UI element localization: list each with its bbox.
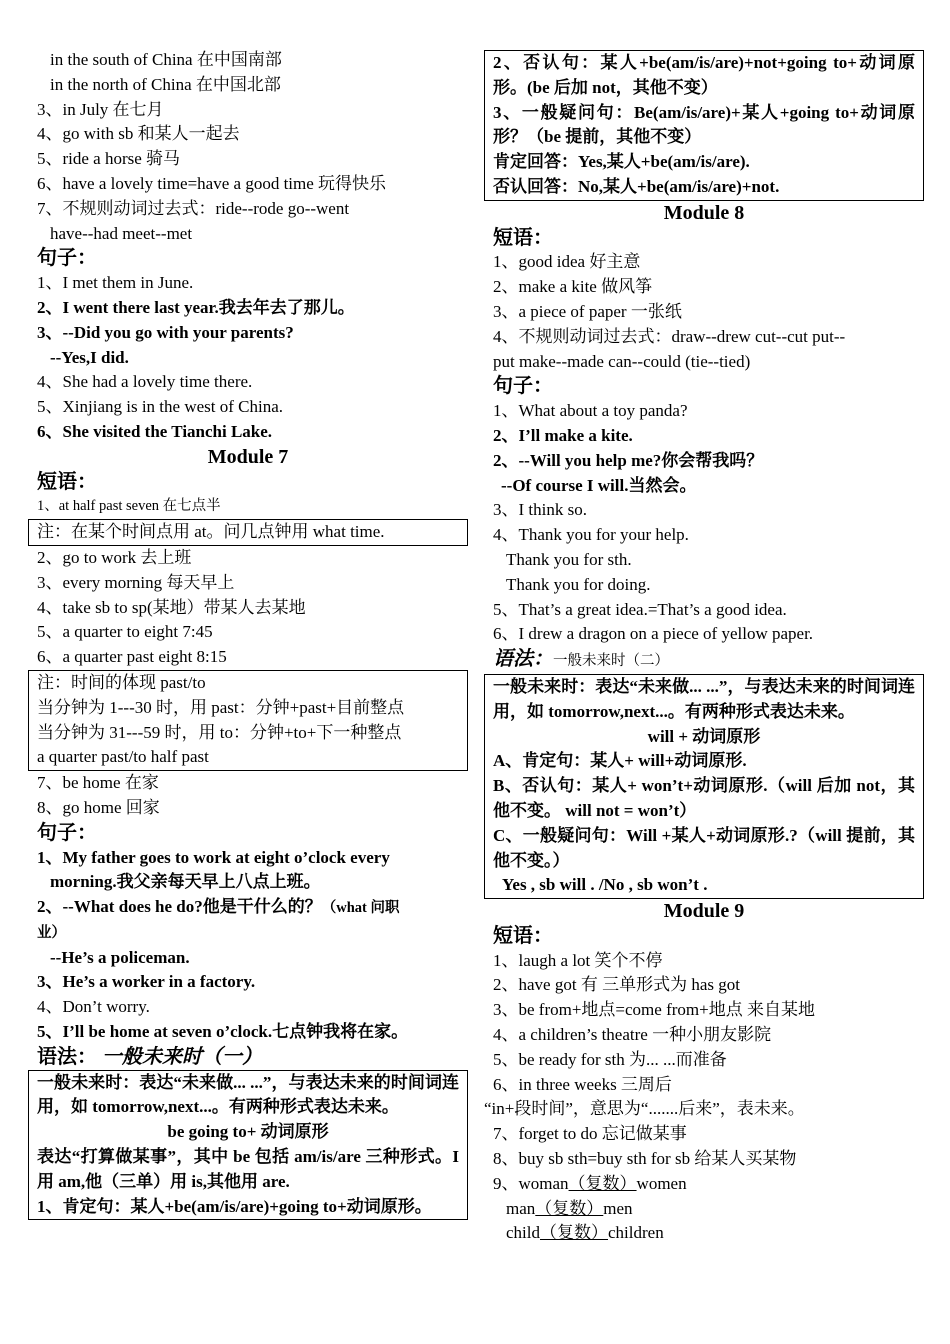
- sentence: 2、--Will you help me?你会帮我吗？: [493, 450, 764, 470]
- sentence: 1、My father goes to work at eight o’clock every: [37, 847, 390, 867]
- plural-blank: （复数）: [540, 1223, 608, 1243]
- sentences-heading: 句子：: [493, 375, 553, 398]
- module-8-title: Module 8: [663, 201, 745, 224]
- phrase: put make--made can--could (tie--tied): [493, 351, 751, 371]
- phrase: 7、be home 在家: [37, 773, 159, 793]
- note-text: 当分钟为 1---30 时，用 past：分钟+past+目前整点: [37, 697, 405, 717]
- phrase: 3、be from+地点=come from+地点 来自某地: [493, 1000, 815, 1020]
- sentence: 3、I think so.: [493, 500, 587, 520]
- phrases-heading: 短语：: [493, 226, 553, 249]
- plural-line: [484, 1197, 924, 1222]
- intro-line: 6、have a lovely time=have a good time 玩得快乐: [37, 173, 387, 193]
- phrase: 1、laugh a lot 笑个不停: [493, 950, 663, 970]
- phrase: “in+段时间”，意思为“.......后来”，表未来。: [484, 1099, 805, 1119]
- phrase: 5、a quarter to eight 7:45: [37, 622, 213, 642]
- sentence: 4、She had a lovely time there.: [37, 372, 253, 392]
- sentence-text: 2、--What does he do?他是干什么的？: [37, 897, 322, 917]
- phrase: 1、at half past seven 在七点半: [37, 498, 221, 515]
- phrase: 8、buy sb sth=buy sth for sb 给某人买某物: [493, 1149, 797, 1169]
- phrase: 6、a quarter past eight 8:15: [37, 647, 227, 667]
- module-7-title: Module 7: [207, 445, 289, 468]
- intro-line: in the north of China 在中国北部: [50, 74, 281, 94]
- grammar-formula: be going to+ 动词原形: [167, 1122, 329, 1142]
- plural-blank: （复数）: [535, 1198, 604, 1218]
- sentence: 4、Don’t worry.: [37, 997, 150, 1017]
- sentence: 6、I drew a dragon on a piece of yellow paper.: [493, 624, 814, 644]
- left-column: [28, 48, 468, 1220]
- sentence: 3、He’s a worker in a factory.: [37, 972, 256, 992]
- grammar-topic: 一般未来时（二）: [553, 653, 669, 670]
- sentence: 5、Xinjiang is in the west of China.: [37, 397, 284, 417]
- phrases-heading: 短语：: [37, 470, 97, 493]
- intro-line: 3、in July 在七月: [37, 99, 164, 119]
- plural-form: men: [603, 1198, 633, 1218]
- phrase: 2、go to work 去上班: [37, 547, 192, 567]
- grammar-heading: [484, 647, 924, 674]
- sentence: 5、That’s a great idea.=That’s a good idea.: [493, 599, 787, 619]
- note-text: a quarter past/to half past: [37, 747, 209, 767]
- phrase: 7、forget to do 忘记做某事: [493, 1124, 687, 1144]
- phrase: 4、a children’s theatre 一种小朋友影院: [493, 1025, 772, 1045]
- phrase: 3、every morning 每天早上: [37, 572, 235, 592]
- sentence: 1、I met them in June.: [37, 273, 194, 293]
- plural-line: [484, 1172, 924, 1197]
- phrase: 2、have got 有 三单形式为 has got: [493, 975, 740, 995]
- sentence: 1、What about a toy panda?: [493, 401, 688, 421]
- grammar-text: 表达“打算做某事”，其中 be 包括 am/is/are 三种形式。I 用 am,他（三单）用 is,其他用 are.: [37, 1147, 459, 1191]
- note-text: 当分钟为 31---59 时，用 to：分钟+to+下一种整点: [37, 722, 402, 742]
- grammar-text: B、否认句：某人+ won’t+动词原形.（will 后加 not，其他不变。 will not = won’t）: [493, 776, 915, 820]
- phrase: 4、take sb to sp(某地）带某人去某地: [37, 597, 306, 617]
- grammar-box-will: [484, 674, 924, 899]
- grammar-heading: [28, 1045, 468, 1070]
- grammar-topic: 一般未来时（一）: [102, 1045, 262, 1068]
- intro-line: in the south of China 在中国南部: [50, 50, 282, 69]
- sentence: Thank you for doing.: [506, 574, 651, 594]
- grammar-text: Yes , sb will . /No , sb won’t .: [502, 875, 708, 895]
- plural-blank: （复数）: [568, 1173, 637, 1193]
- grammar-text: 一般未来时：表达“未来做... ...”，与表达未来的时间词连用，如 tomorrow,next...。有两种形式表达未来。: [493, 676, 915, 721]
- sentences-heading: 句子：: [37, 821, 97, 844]
- sentence: 4、Thank you for your help.: [493, 525, 689, 545]
- intro-line: 7、不规则动词过去式：ride--rode go--went: [37, 198, 350, 218]
- plural-form: children: [608, 1223, 664, 1243]
- grammar-text: 肯定回答：Yes,某人+be(am/is/are).: [493, 152, 750, 172]
- plural-line: [484, 1221, 924, 1246]
- grammar-formula: will + 动词原形: [647, 726, 761, 746]
- grammar-text: 2、否认句：某人+be(am/is/are)+not+going to+动词原形。(be 后加 not，其他不变）: [493, 53, 915, 97]
- sentence: --Yes,I did.: [50, 347, 129, 367]
- grammar-text: 否认回答：No,某人+be(am/is/are)+not.: [493, 176, 780, 196]
- intro-line: 4、go with sb 和某人一起去: [37, 124, 240, 144]
- intro-line: have--had meet--met: [50, 223, 193, 243]
- sentence: 2、I’ll make a kite.: [493, 425, 633, 445]
- sentences-heading: 句子：: [37, 247, 97, 270]
- grammar-label: 语法：: [493, 648, 553, 671]
- grammar-text: 1、肯定句：某人+be(am/is/are)+going to+动词原形。: [37, 1196, 432, 1216]
- grammar-label: 语法：: [37, 1045, 97, 1068]
- sentence: Thank you for sth.: [506, 549, 632, 569]
- sentence: 5、I’ll be home at seven o’clock.七点钟我将在家。: [37, 1022, 409, 1042]
- module-9-title: Module 9: [663, 900, 745, 923]
- sentence-note: （what 问职: [321, 900, 400, 917]
- sentence: morning.我父亲每天早上八点上班。: [50, 872, 321, 892]
- phrase: 6、in three weeks 三周后: [493, 1074, 672, 1094]
- grammar-box-going-to: [28, 1070, 468, 1221]
- phrase: 2、make a kite 做风筝: [493, 277, 653, 297]
- grammar-text: A、肯定句：某人+ will+动词原形.: [493, 751, 747, 771]
- note-box-past-to: [28, 670, 468, 771]
- phrase: 1、good idea 好主意: [493, 252, 641, 272]
- phrase: 3、a piece of paper 一张纸: [493, 301, 682, 321]
- sentence: 2、I went there last year.我去年去了那儿。: [37, 297, 355, 317]
- phrase: 8、go home 回家: [37, 797, 160, 817]
- phrase: 4、不规则动词过去式：draw--drew cut--cut put--: [493, 326, 846, 346]
- note-box-at-time: [28, 519, 468, 546]
- plural-form: women: [636, 1173, 687, 1193]
- grammar-text: C、一般疑问句：Will +某人+动词原形.?（will 提前，其他不变。）: [493, 825, 915, 870]
- grammar-text: 3、一般疑问句：Be(am/is/are)+某人+going to+动词原形？（be 提前，其他不变）: [493, 102, 915, 147]
- intro-line: 5、ride a horse 骑马: [37, 149, 181, 169]
- sentence: 3、--Did you go with your parents?: [37, 322, 294, 342]
- note-text: 注：在某个时间点用 at。问几点钟用 what time.: [37, 522, 385, 542]
- phrases-heading: 短语：: [493, 924, 553, 947]
- plural-singular: 9、woman: [493, 1173, 569, 1193]
- note-text: 注：时间的体现 past/to: [37, 672, 206, 692]
- sentence-note: 业）: [37, 924, 66, 941]
- plural-singular: man: [506, 1198, 536, 1218]
- sentence: [28, 895, 468, 921]
- sentence: --Of course I will.当然会。: [501, 475, 697, 495]
- grammar-text: 一般未来时：表达“未来做... ...”，与表达未来的时间词连用，如 tomorrow,next...。有两种形式表达未来。: [37, 1072, 459, 1117]
- sentence: 6、She visited the Tianchi Lake.: [37, 421, 273, 441]
- right-column: [484, 50, 924, 1246]
- sentence: --He’s a policeman.: [50, 947, 190, 967]
- grammar-box-going-to-cont: [484, 50, 924, 201]
- phrase: 5、be ready for sth 为... ...而准备: [493, 1049, 727, 1069]
- plural-singular: child: [506, 1223, 540, 1243]
